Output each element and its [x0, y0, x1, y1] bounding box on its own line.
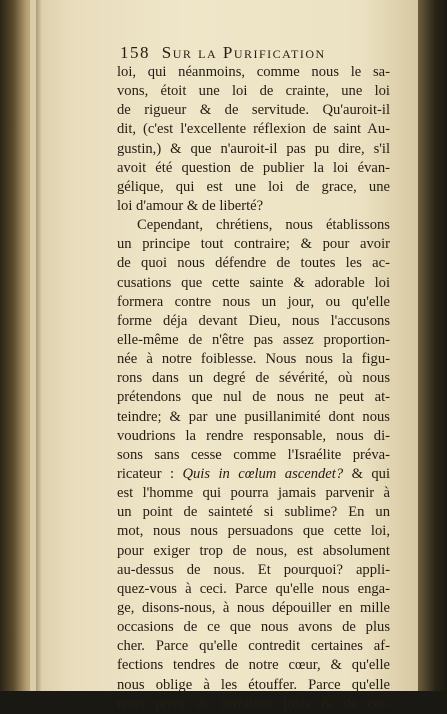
running-header — [120, 43, 400, 63]
page-number: 158 — [120, 43, 150, 62]
page-edge-right — [418, 0, 447, 691]
text-line: forme déja devant Dieu, nous l'accusons — [117, 312, 390, 329]
text-line: avoit été question de publier la loi évan- — [117, 159, 390, 176]
text-line: de quoi nous défendre de toutes les ac- — [117, 255, 390, 272]
text-line: née à notre foiblesse. Nous nous la figu- — [117, 351, 390, 368]
text-line: au-dessus de nous. Et pourquoi? appli- — [117, 561, 390, 578]
text-line: nous oblige à les étouffer. Parce qu'elle — [117, 676, 390, 693]
text-line: nous prive de certaines joies & de cer- — [117, 695, 390, 712]
text-line: sons sans cesse comme l'Israélite préva- — [117, 446, 390, 463]
text-line: rons dans un degré de sévérité, où nous — [117, 370, 390, 387]
text-line: cusations que cette sainte & adorable loi — [117, 274, 390, 291]
text-line: gustin,) & que n'auroit-il pas pu dire, s'il — [117, 140, 390, 157]
text-line: elle-même de n'être pas assez proportion- — [117, 331, 390, 348]
text-line: loi, qui néanmoins, comme nous le sa- — [117, 64, 390, 80]
text-line: vons, étoit une loi de crainte, une loi — [117, 83, 390, 100]
latin-quotation: Quis in cœlum ascendet? — [182, 465, 344, 482]
running-head-title: Sur la Purification — [161, 43, 326, 62]
text-line: Cependant, chrétiens, nous établissons — [137, 217, 390, 234]
text-line: pour exiger trop de nous, est absolument — [117, 542, 390, 559]
text-line: fections tendres de notre cœur, & qu'elle — [117, 657, 390, 674]
text-line: gélique, qui est une loi de grace, une — [117, 178, 390, 195]
text-line: un principe tout contraire; & pour avoir — [117, 236, 390, 253]
text-line: mot, nous nous persuadons que cette loi, — [117, 523, 390, 540]
text-line: loi d'amour & de liberté? — [117, 197, 264, 214]
body-text — [117, 63, 390, 714]
text-line: est l'homme qui pourra jamais parvenir à — [117, 485, 390, 502]
text-line: voudrions la rendre responsable, nous di- — [117, 427, 390, 444]
text-line: quez-vous à ceci. Parce qu'elle nous enga- — [117, 580, 390, 597]
text-line: ge, disons-nous, à nous dépouiller en mille — [117, 599, 390, 616]
gutter-shadow — [36, 0, 42, 691]
text-line: un point de sainteté si sublime? En un — [117, 504, 390, 521]
text-line: dit, (c'est l'excellente réflexion de saint Au- — [117, 121, 390, 138]
text-line: occasions de ce que nous avons de plus — [117, 619, 390, 636]
text-line: prétendons que nul de nous ne peut at- — [117, 389, 390, 406]
text-line: de rigueur & de servitude. Qu'auroit-il — [117, 102, 390, 119]
text-line: teindre; & par une pusillanimité dont nous — [117, 408, 390, 425]
text-line: cher. Parce qu'elle contredit certaines af- — [117, 638, 390, 655]
text-line: ricateur : Quis in cœlum ascendet? & qui — [117, 465, 390, 482]
text-line: formera contre nous un jour, ou qu'elle — [117, 293, 390, 310]
